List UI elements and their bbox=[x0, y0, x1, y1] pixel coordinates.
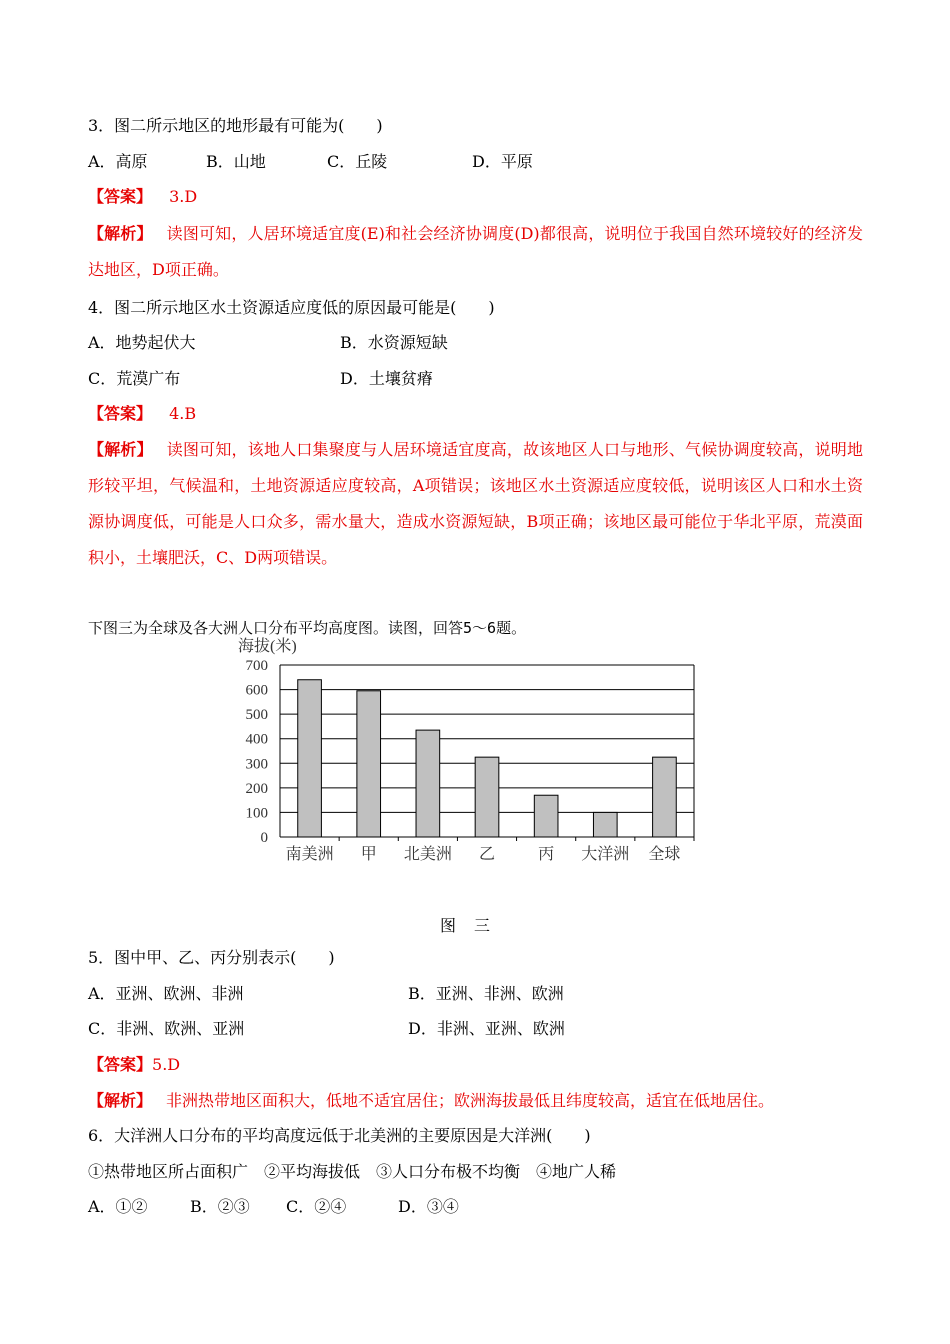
y-tick-label: 0 bbox=[260, 830, 268, 846]
x-tick-label: 全球 bbox=[648, 846, 681, 863]
q6-option-a: A．①② bbox=[88, 1197, 148, 1216]
q3-analysis bbox=[88, 216, 863, 288]
q4-analysis-tag: 【解析】 bbox=[88, 440, 153, 459]
q4-answer bbox=[88, 403, 196, 425]
q6-statements: ①热带地区所占面积广 ②平均海拔低 ③人口分布极不均衡 ④地广人稀 bbox=[88, 1162, 617, 1181]
q4-option-b: B．水资源短缺 bbox=[340, 333, 448, 352]
q5-option-b: B．亚洲、非洲、欧洲 bbox=[408, 984, 564, 1003]
q4-answer-tag: 【答案】 bbox=[88, 404, 153, 423]
bar bbox=[416, 730, 440, 837]
bar bbox=[593, 812, 617, 837]
q6-option-c: C．②④ bbox=[286, 1197, 347, 1216]
q4-option-c: C．荒漠广布 bbox=[88, 369, 181, 388]
figure-caption: 图三 bbox=[440, 916, 509, 935]
q3-stem: 3．图二所示地区的地形最有可能为( ) bbox=[88, 116, 383, 135]
y-tick-label: 300 bbox=[245, 756, 268, 773]
y-tick-label: 100 bbox=[245, 805, 268, 822]
q5-option-a: A．亚洲、欧洲、非洲 bbox=[88, 984, 244, 1003]
bar bbox=[357, 691, 381, 837]
x-tick-label: 丙 bbox=[538, 846, 555, 863]
q5-answer-tag: 【答案】 bbox=[88, 1055, 153, 1074]
q3-answer bbox=[88, 186, 197, 208]
bar bbox=[534, 795, 558, 837]
q3-answer-tag: 【答案】 bbox=[88, 187, 153, 206]
q3-option-b: B．山地 bbox=[206, 152, 266, 171]
y-tick-label: 400 bbox=[245, 731, 268, 748]
y-axis-label: 海拔(米) bbox=[238, 638, 297, 655]
x-tick-label: 乙 bbox=[478, 846, 496, 863]
q6-option-b: B．②③ bbox=[190, 1197, 250, 1216]
x-tick-label: 大洋洲 bbox=[581, 846, 630, 863]
bar bbox=[298, 680, 322, 837]
q5-option-d: D．非洲、亚洲、欧洲 bbox=[408, 1019, 565, 1038]
x-tick-label: 南美洲 bbox=[285, 846, 334, 863]
q5-analysis-text: 非洲热带地区面积大，低地不适宜居住；欧洲海拔最低且纬度较高，适宜在低地居住。 bbox=[166, 1091, 775, 1110]
q6-stem: 6．大洋洲人口分布的平均高度远低于北美洲的主要原因是大洋洲( ) bbox=[88, 1126, 591, 1145]
q3-analysis-tag: 【解析】 bbox=[88, 224, 153, 243]
q4-analysis bbox=[88, 432, 863, 576]
q5-stem: 5．图中甲、乙、丙分别表示( ) bbox=[88, 948, 335, 967]
bar bbox=[653, 757, 677, 837]
q3-option-d: D．平原 bbox=[472, 152, 533, 171]
y-tick-label: 500 bbox=[245, 707, 268, 724]
q3-option-c: C．丘陵 bbox=[327, 152, 388, 171]
q4-option-d: D．土壤贫瘠 bbox=[340, 369, 433, 388]
q5-analysis-tag: 【解析】 bbox=[88, 1091, 153, 1110]
q4-analysis-text: 读图可知，该地人口集聚度与人居环境适宜度高，故该地区人口与地形、气候协调度较高，说明地形较平坦，气候温和，土地资源适应度较高，A项错误；该地区水土资源适应度较低，说明该区人口和水土资源协调度低，可能是人口众多，需水量大，造成水资源短缺，B项正确；该地区最可能位于华北平原，荒漠面积小，土壤肥沃，C、D两项错误。 bbox=[88, 440, 863, 567]
intro-text: 下图三为全球及各大洲人口分布平均高度图。读图，回答5～6题。 bbox=[88, 619, 527, 637]
q5-analysis bbox=[88, 1090, 774, 1112]
q4-option-a: A．地势起伏大 bbox=[88, 333, 196, 352]
q4-stem: 4．图二所示地区水土资源适应度低的原因最可能是( ) bbox=[88, 298, 495, 317]
q5-answer-value: 5.D bbox=[152, 1055, 181, 1074]
q5-answer bbox=[88, 1054, 180, 1076]
q3-answer-value: 3.D bbox=[169, 187, 198, 206]
bar bbox=[475, 757, 499, 837]
y-tick-label: 700 bbox=[245, 658, 268, 674]
x-tick-label: 北美洲 bbox=[403, 846, 452, 863]
y-tick-label: 600 bbox=[245, 682, 268, 699]
q5-option-c: C．非洲、欧洲、亚洲 bbox=[88, 1019, 245, 1038]
q4-answer-value: 4.B bbox=[169, 404, 197, 423]
q3-option-a: A．高原 bbox=[88, 152, 148, 171]
q6-option-d: D．③④ bbox=[398, 1197, 459, 1216]
y-tick-label: 200 bbox=[245, 780, 268, 797]
q3-analysis-text: 读图可知，人居环境适宜度(E)和社会经济协调度(D)都很高，说明位于我国自然环境较好的经济发达地区，D项正确。 bbox=[88, 224, 863, 279]
population-altitude-chart bbox=[220, 632, 720, 872]
x-tick-label: 甲 bbox=[360, 846, 377, 863]
